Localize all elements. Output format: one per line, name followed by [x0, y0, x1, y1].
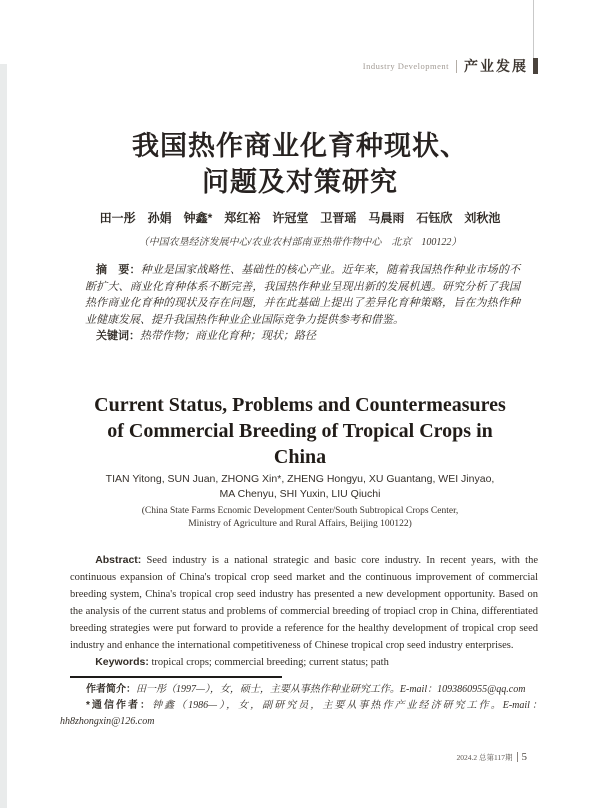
footnote-corresponding-author	[60, 698, 542, 730]
abstract-zh-label: 摘 要：	[96, 264, 141, 276]
footnote-corresponding-author-label: *通信作者：	[86, 700, 153, 711]
abstract-en-label: Abstract:	[95, 554, 142, 566]
keywords-en-text: tropical crops; commercial breeding; current status; path	[148, 657, 389, 669]
footer-divider	[517, 752, 518, 762]
article-title-en	[0, 392, 600, 470]
article-title-zh	[0, 128, 600, 200]
keywords-zh-label: 关键词：	[96, 330, 140, 343]
abstract-zh-text: 种业是国家战略性、基础性的核心产业。近年来，随着我国热作种业市场的不断扩大、商业化育种体系不断完善，我国热作种业呈现出新的发展机遇。研究分析了我国热作商业化育种的现状及存在问题，并在此基础上提出了差异化育种策略，旨在为热作种业健康发展、提升我国热作种业企业国际竞争力提供参考和借鉴。	[85, 264, 521, 326]
abstract-en	[70, 552, 538, 654]
authors-en-line1: TIAN Yitong, SUN Juan, ZHONG Xin*, ZHENG Hongyu, XU Guantang, WEI Jinyao,	[105, 473, 495, 485]
header-divider	[456, 60, 457, 73]
footnote-divider	[70, 676, 282, 678]
keywords-en-label: Keywords:	[95, 656, 149, 669]
affiliation-zh: （中国农垦经济发展中心/农业农村部南亚热带作物中心 北京 100122）	[138, 237, 462, 248]
footer-issue: 2024.2 总第117期	[456, 752, 513, 762]
article-title-zh-line1: 我国热作商业化育种现状、	[132, 131, 468, 161]
section-label-zh: 产业发展	[464, 58, 528, 74]
affiliation-en	[0, 505, 600, 531]
footnote-author-bio-text: 田一彤（1997—），女，硕士，主要从事热作种业研究工作。E-mail：1093860955@qq.com	[136, 684, 526, 695]
section-accent-bar	[533, 58, 538, 74]
section-header-badge	[363, 56, 538, 76]
footnote-corresponding-author-text: 钟鑫（1986—），女，副研究员，主要从事热作产业经济研究工作。E-mail：hh8zhongxin@126.com	[60, 700, 542, 727]
keywords-zh	[85, 328, 520, 345]
article-title-zh-line2: 问题及对策研究	[202, 167, 398, 197]
footnotes-block	[60, 682, 542, 730]
abstract-en-text: Seed industry is a national strategic and basic core industry. In recent years, with the continuous expansion of China's tropical crop seed market and the continuous improvement of commercial breeding system, China's tropical crop seed industry has presented a new development opportunity. Based on the analysis of the current status and problems of commercial breeding of tropiacl crop in China, differentiated breeding strategies were put forward to provide a reference for the healthy development of tropical crop seed industry and enhance the international competitiveness of Chinese tropical crop seed industry enterprises.	[70, 555, 538, 651]
page-footer	[457, 751, 527, 763]
authors-en-line2: MA Chenyu, SHI Yuxin, LIU Qiuchi	[219, 488, 381, 500]
article-title-en-line3: China	[273, 446, 327, 468]
header-vertical-rule	[533, 0, 534, 62]
affiliation-en-line2: Ministry of Agriculture and Rural Affairs, Beijing 100122)	[188, 519, 412, 529]
article-title-en-line1: Current Status, Problems and Countermeasures	[94, 394, 506, 416]
section-label-en: Industry Development	[362, 61, 449, 71]
footnote-author-bio-label: 作者简介：	[86, 684, 136, 695]
abstract-zh-block	[85, 262, 520, 345]
authors-en	[0, 472, 600, 502]
footnote-author-bio	[60, 682, 542, 698]
affiliation-en-line1: (China State Farms Ecnomic Development Center/South Subtropical Crops Center,	[141, 506, 459, 516]
keywords-zh-text: 热带作物；商业化育种；现状；路径	[140, 330, 316, 343]
footer-page-number: 5	[521, 751, 527, 763]
authors-zh: 田一彤 孙娟 钟鑫* 郑红裕 许冠堂 卫晋瑶 马晨雨 石钰欣 刘秋池	[99, 211, 501, 225]
abstract-en-block	[70, 552, 538, 672]
article-title-en-line2: of Commercial Breeding of Tropical Crops in	[107, 420, 493, 442]
keywords-en	[70, 654, 538, 672]
abstract-zh	[85, 262, 520, 328]
